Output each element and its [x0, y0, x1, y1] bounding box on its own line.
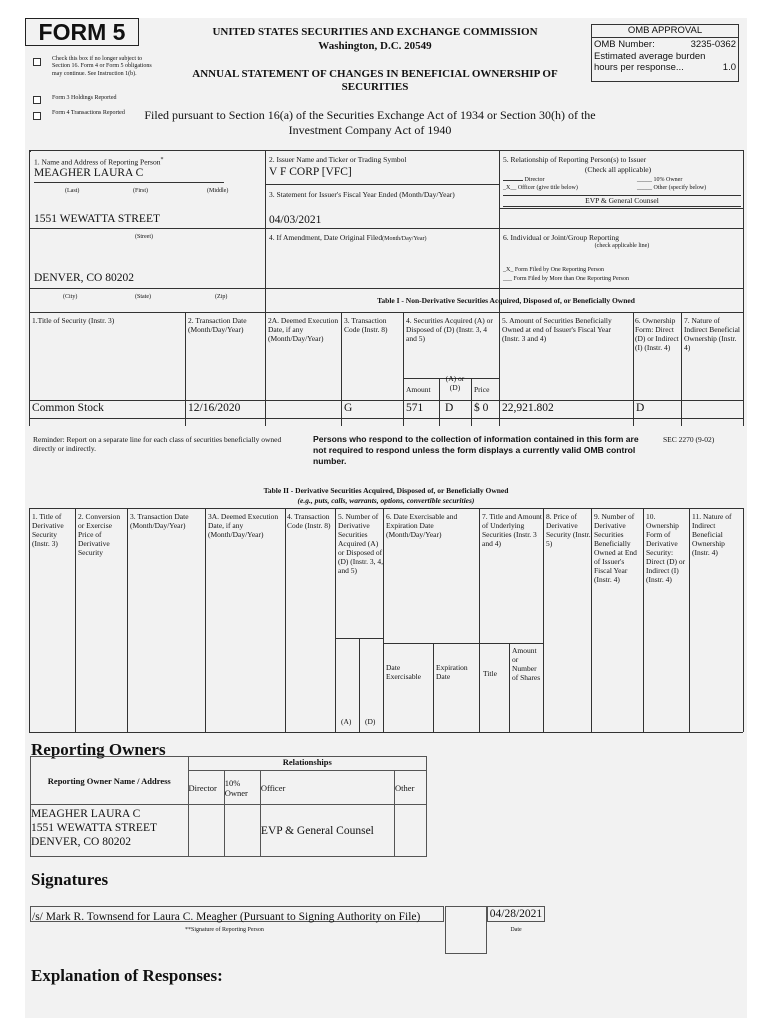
t1-col-deemed: 2A. Deemed Execution Date, if any (Month/Day/Year)	[268, 316, 339, 343]
reminder-text: Reminder: Report on a separate line for each class of securities beneficially owned directly or indirectly.	[33, 435, 282, 453]
omb-number-label: OMB Number:	[594, 39, 655, 50]
amendment-label: 4. If Amendment, Date Original Filed(Month/Day/Year)	[269, 233, 427, 242]
fiscal-year-label: 3. Statement for Issuer's Fiscal Year Ended (Month/Day/Year)	[269, 190, 455, 199]
t2-col-exercisable: 6. Date Exercisable and Expiration Date (Month/Day/Year)	[386, 512, 458, 539]
ro-col-officer: Officer	[260, 771, 394, 805]
omb-burden-value: 1.0	[722, 62, 736, 73]
t2-col-owned: 9. Number of Derivative Securities Beneficially Owned at End of Issuer's Fiscal Year (Instr. 4)	[594, 512, 637, 584]
omb-burden-line1: Estimated average burden	[594, 51, 706, 62]
t2-col-number: 5. Number of Derivative Securities Acquired (A) or Disposed of (D) (Instr. 3, 4, and 5)	[338, 512, 383, 575]
form3-holdings-text: Form 3 Holdings Reported	[52, 95, 117, 101]
t1-col-aord: (A) or (D)	[445, 374, 465, 392]
other-line: _____ Other (specify below)	[637, 185, 707, 191]
t2-col-underlying-title: Title	[483, 669, 497, 678]
t2-col-conversion: 2. Conversion or Exercise Price of Derivative Security	[78, 512, 121, 557]
table2-subtitle: (e.g., puts, calls, warrants, options, convertible securities)	[297, 496, 475, 505]
t2-col-underlying-amount: Amount or Number of Shares	[512, 646, 541, 682]
state-label: (State)	[135, 294, 151, 300]
filed-pursuant-text: Filed pursuant to Section 16(a) of the Securities Exchange Act of 1934 or Section 30(h) of the Investment Company Act of 1940	[144, 108, 596, 137]
t1-col-owned: 5. Amount of Securities Beneficially Owned at end of Issuer's Fiscal Year (Instr. 3 and 4)	[502, 316, 612, 343]
t2-col-code: 4. Transaction Code (Instr. 8)	[287, 512, 331, 530]
t1-col-title: 1.Title of Security (Instr. 3)	[32, 316, 115, 325]
signature-date-label: Date	[510, 927, 522, 933]
omb-number: 3235-0362	[690, 39, 736, 50]
ro-relationships-header: Relationships	[188, 757, 426, 771]
omb-burden-line2: hours per response...	[594, 62, 684, 73]
no-longer-subject-checkbox[interactable]	[33, 58, 41, 66]
t1-col-amount: Amount	[406, 385, 431, 394]
no-longer-subject-text: Check this box if no longer subject to Section 16. Form 4 or Form 5 obligations may continue. See Instruction 1(b).	[52, 56, 152, 77]
t1-col-code: 3. Transaction Code (Instr. 8)	[344, 316, 388, 334]
t1-row-amount: 571	[406, 402, 424, 414]
city-label: (City)	[63, 294, 78, 300]
relationship-sub: (Check all applicable)	[584, 165, 652, 174]
t2-col-date: 3. Transaction Date (Month/Day/Year)	[130, 512, 189, 530]
t1-row-title: Common Stock	[32, 402, 104, 414]
t2-col-deemed: 3A. Deemed Execution Date, if any (Month/Day/Year)	[208, 512, 279, 539]
table1-title: Table I - Non-Derivative Securities Acquired, Disposed of, or Beneficially Owned	[377, 296, 635, 305]
ro-officer-value: EVP & General Counsel	[260, 805, 394, 857]
ten-pct-owner-line: _____ 10% Owner	[637, 177, 683, 183]
t1-row-form: D	[636, 402, 645, 414]
form4-transactions-text: Form 4 Transactions Reported	[52, 110, 125, 116]
agency-city: Washington, D.C. 20549	[318, 40, 432, 52]
director-line: Director	[503, 177, 613, 184]
t1-row-date: 12/16/2020	[188, 402, 241, 414]
ro-owner-address	[31, 805, 189, 857]
ro-col-other: Other	[395, 771, 427, 805]
reporting-owners-heading: Reporting Owners	[31, 740, 166, 759]
sec-form-code: SEC 2270 (9-02)	[663, 435, 715, 444]
last-label: (Last)	[65, 188, 80, 194]
explanation-heading: Explanation of Responses:	[31, 966, 223, 985]
group-reporting-sub: (check applicable line)	[594, 243, 650, 249]
agency-name: UNITED STATES SECURITIES AND EXCHANGE COMMISSION	[212, 26, 538, 38]
one-reporting-person-line: _X_ Form Filed by One Reporting Person	[503, 267, 604, 273]
t2-col-a: (A)	[341, 717, 352, 726]
issuer-name-value: V F CORP [VFC]	[269, 166, 352, 178]
t2-col-form: 10. Ownership Form of Derivative Security: Direct (D) or Indirect (I) (Instr. 4)	[646, 512, 686, 584]
t1-row-code: G	[344, 402, 353, 414]
t2-col-expiration: Expiration Date	[436, 663, 468, 681]
relationship-label: 5. Relationship of Reporting Person(s) to Issuer	[503, 155, 647, 164]
form-title: FORM 5	[25, 18, 139, 46]
more-reporting-persons-line: ___ Form Filed by More than One Reporting Person	[503, 276, 629, 282]
reporting-person-name: MEAGHER LAURA C	[34, 167, 144, 179]
reporting-owners-table	[30, 756, 427, 857]
omb-approval-box	[591, 24, 739, 82]
ro-owner-name: MEAGHER LAURA C	[31, 808, 141, 820]
reporting-person-label: 1. Name and Address of Reporting Person*	[34, 157, 164, 167]
t2-col-nature: 11. Nature of Indirect Beneficial Ownership (Instr. 4)	[692, 512, 732, 557]
form4-transactions-checkbox[interactable]	[33, 112, 41, 120]
statement-title: ANNUAL STATEMENT OF CHANGES IN BENEFICIAL OWNERSHIP OF SECURITIES	[192, 68, 558, 93]
table2-title: Table II - Derivative Securities Acquired, Disposed of, or Beneficially Owned	[263, 486, 509, 495]
ro-owner-street: 1551 WEWATTA STREET	[31, 822, 157, 834]
form3-holdings-checkbox[interactable]	[33, 96, 41, 104]
t2-col-date-exercisable: Date Exercisable	[386, 663, 421, 681]
first-label: (First)	[133, 188, 148, 194]
signature-label: **Signature of Reporting Person	[185, 927, 264, 933]
issuer-name-label: 2. Issuer Name and Ticker or Trading Symbol	[269, 155, 407, 164]
t1-col-acquired: 4. Securities Acquired (A) or Disposed of (D) (Instr. 3, 4 and 5)	[406, 316, 493, 343]
signature-date-value: 04/28/2021	[487, 906, 545, 922]
form-page	[25, 18, 747, 1018]
ro-col-10pct: 10% Owner	[224, 771, 260, 805]
omb-title: OMB APPROVAL	[592, 25, 738, 38]
t1-row-price: $ 0	[474, 402, 489, 414]
fiscal-year-value: 04/03/2021	[269, 214, 322, 226]
ro-10pct-value	[224, 805, 260, 857]
officer-title-value: EVP & General Counsel	[503, 195, 741, 207]
signatures-heading: Signatures	[31, 870, 109, 889]
signature-value: /s/ Mark R. Townsend for Laura C. Meagher (Pursuant to Signing Authority on File)	[32, 911, 421, 923]
ro-other-value	[395, 805, 427, 857]
omb-notice-text: Persons who respond to the collection of information contained in this form are not required to respond unless the form displays a currently valid OMB control number.	[313, 434, 639, 466]
t1-col-date: 2. Transaction Date (Month/Day/Year)	[188, 316, 247, 334]
ro-col-director: Director	[188, 771, 224, 805]
signature-spacer-box	[445, 906, 487, 954]
t2-col-d: (D)	[365, 717, 376, 726]
t1-col-form: 6. Ownership Form: Direct (D) or Indirect (I) (Instr. 4)	[635, 316, 679, 352]
zip-label: (Zip)	[215, 294, 228, 300]
street-label: (Street)	[135, 234, 153, 240]
t1-col-nature: 7. Nature of Indirect Beneficial Ownership (Instr. 4)	[684, 316, 741, 352]
reporting-person-city: DENVER, CO 80202	[34, 272, 134, 284]
middle-label: (Middle)	[207, 188, 229, 194]
ro-col-name: Reporting Owner Name / Address	[31, 757, 189, 805]
t1-col-price: Price	[474, 385, 490, 394]
t2-col-title: 1. Title of Derivative Security (Instr. 3)	[32, 512, 64, 548]
t2-col-price: 8. Price of Derivative Security (Instr. 5)	[546, 512, 591, 548]
t1-row-aord: D	[445, 402, 454, 414]
signature-field	[30, 906, 444, 922]
t1-row-owned: 22,921.802	[502, 402, 554, 414]
t2-col-underlying: 7. Title and Amount of Underlying Securities (Instr. 3 and 4)	[482, 512, 543, 548]
officer-line: _X__ Officer (give title below)	[503, 185, 578, 191]
reporting-person-street: 1551 WEWATTA STREET	[34, 213, 160, 225]
ro-owner-city: DENVER, CO 80202	[31, 836, 131, 848]
ro-director-value	[188, 805, 224, 857]
group-reporting-label: 6. Individual or Joint/Group Reporting	[503, 233, 620, 242]
